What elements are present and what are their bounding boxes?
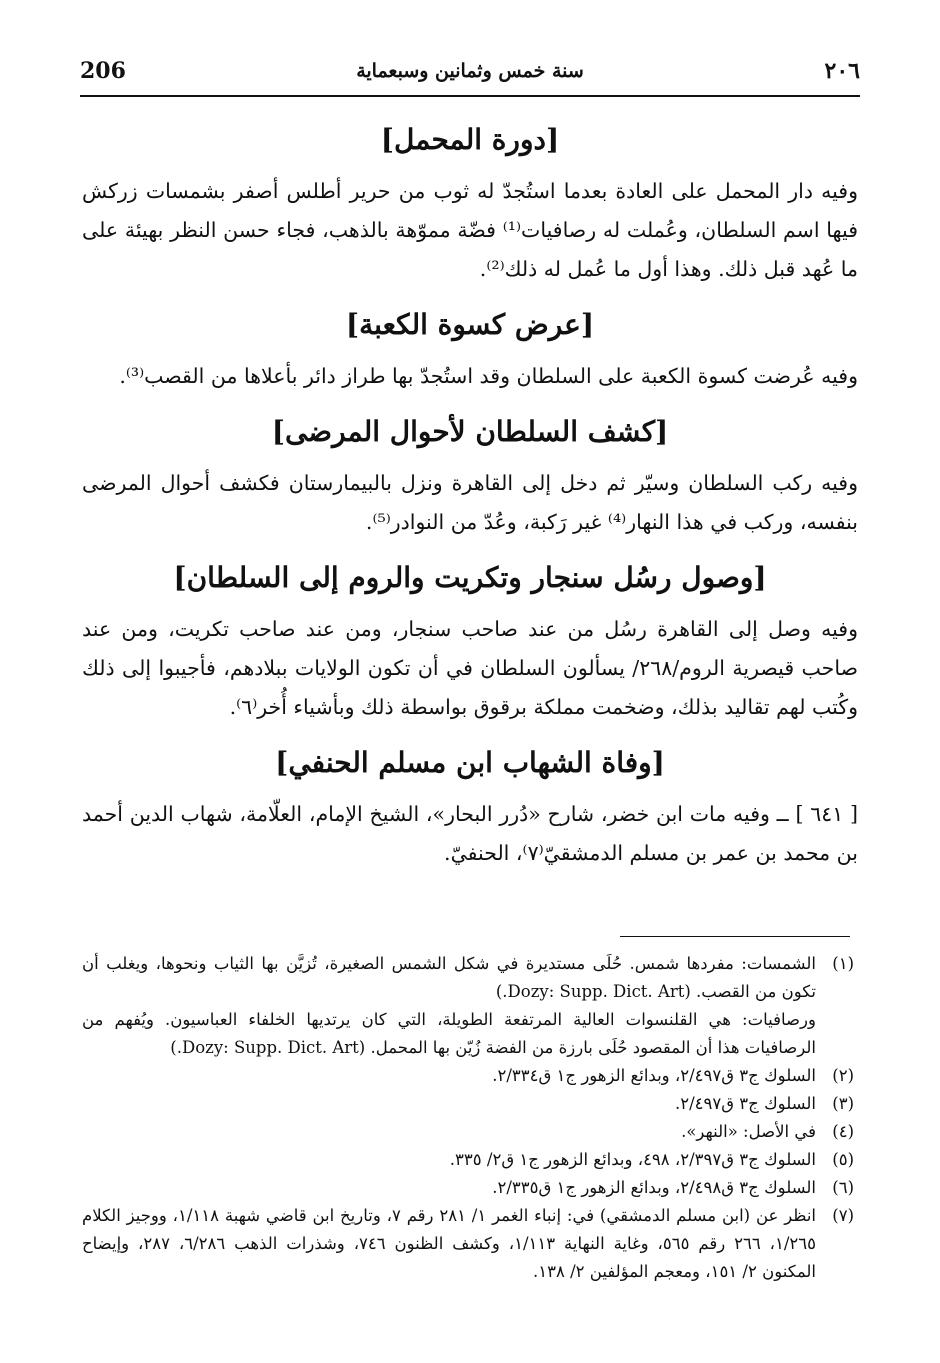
header-rule (80, 95, 860, 97)
section-heading: [وصول رسُل سنجار وتكريت والروم إلى السلطان] (173, 561, 767, 594)
footnote-number: (٤) (832, 1122, 854, 1141)
footnote-number: (٣) (832, 1094, 854, 1113)
footnote-text: السلوك ج٣ ق٢/٣٩٧، ٤٩٨، وبدائع الزهور ج١ ق٢/ ٣٣٥. (449, 1150, 816, 1169)
footnote-text: السلوك ج٣ ق٢/٤٩٧، وبدائع الزهور ج١ ق٢/٣٣٤. (492, 1066, 816, 1085)
footnote (82, 1090, 854, 1118)
footnotes (82, 950, 854, 1286)
page-number-latin: 206 (80, 58, 126, 84)
section-paragraph: وفيه عُرضت كسوة الكعبة على السلطان وقد استُجدّ بها طراز دائر بأعلاها من القصب⁽³⁾. (119, 364, 858, 388)
footnote (82, 1062, 854, 1090)
section-paragraph: وفيه دار المحمل على العادة بعدما استُجدّ له ثوب من حرير أطلس أصفر بشمسات زركش فيها اسم السلطان، وعُملت له رصافيات⁽¹⁾ فضّة مموّهة بالذهب، فجاء حسن النظر بهيئة على ما عُهد قبل ذلك. وهذا أول ما عُمل له ذلك⁽²⁾. (82, 179, 858, 281)
section-heading: [وفاة الشهاب ابن مسلم الحنفي] (275, 746, 665, 779)
section-heading: [دورة المحمل] (380, 123, 560, 156)
footnote (82, 1174, 854, 1202)
footnote-text: في الأصل: «النهر». (681, 1122, 816, 1141)
footnote-number: (٢) (832, 1066, 854, 1085)
section-paragraph: [ ٦٤١ ] ــ وفيه مات ابن خضر، شارح «دُرر البحار»، الشيخ الإمام، العلّامة، شهاب الدين أحمد بن محمد بن عمر بن مسلم الدمشقيّ⁽٧⁾، الحنفيّ. (82, 802, 859, 865)
section-heading: [كشف السلطان لأحوال المرضى] (271, 415, 669, 448)
section-paragraph: وفيه ركب السلطان وسيّر ثم دخل إلى القاهرة ونزل بالبيمارستان فكشف أحوال المرضى بنفسه، وركب في هذا النهار⁽⁴⁾ غير رَكبة، وعُدّ من النوادر⁽⁵⁾. (82, 471, 858, 534)
footnote (82, 1146, 854, 1174)
footnote-number: (٦) (832, 1178, 854, 1197)
section-heading: [عرض كسوة الكعبة] (345, 308, 595, 341)
footnote (82, 950, 854, 1006)
page-number-arabic: ٢٠٦ (824, 58, 860, 84)
footnote-text: السلوك ج٣ ق٢/٤٩٧. (674, 1094, 816, 1113)
footnote-number: (٧) (832, 1206, 854, 1225)
footnote-number: (٥) (832, 1150, 854, 1169)
footnote-text: الشمسات: مفردها شمس. حُلَى مستديرة في شكل الشمس الصغيرة، تُزيَّن بها الثياب ونحوها، ويغلب أن تكون من القصب. (Dozy: Supp. Dict. Art.) (82, 954, 816, 1001)
running-title: سنة خمس وثمانين وسبعماية (356, 60, 584, 82)
footnote-text: السلوك ج٣ ق٢/٤٩٨، وبدائع الزهور ج١ ق٢/٣٣٥. (492, 1178, 816, 1197)
section-paragraph: وفيه وصل إلى القاهرة رسُل من عند صاحب سنجار، ومن عند صاحب تكريت، ومن عند صاحب قيصرية الروم/٢٦٨/ يسألون السلطان في أن تكون الولايات ببلادهم، فأجيبوا إلى ذلك وكُتب لهم تقاليد بذلك، وضخمت مملكة برقوق بواسطة ذلك وبأشياء أُخر⁽٦⁾. (82, 617, 858, 719)
footnote-rule (620, 936, 850, 937)
footnote-number: (١) (832, 954, 854, 973)
footnote-text: انظر عن (ابن مسلم الدمشقي) في: إنباء الغمر ١/ ٢٨١ رقم ٧، وتاريخ ابن قاضي شهبة ١/١١٨، ووجيز الكلام ١/٢٦٥، ٢٦٦ رقم ٥٦٥، وغاية النهاية ١/١١٣، وكشف الظنون ٧٤٦، وشذرات الذهب ٦/٢٨٦، ٢٨٧، وإيضاح المكنون ٢/ ١٥١، ومعجم المؤلفين ٢/ ١٣٨. (82, 1206, 817, 1281)
footnote (82, 1202, 854, 1286)
footnote (82, 1118, 854, 1146)
footnote-continuation: ورصافيات: هي القلنسوات العالية المرتفعة الطويلة، التي كان يرتديها الخلفاء العباسيون. ويُفهم من الرصافيات هذا أن المقصود حُلَى بارزة من الفضة زُيّن بها المحمل. (Dozy: Supp. Dict. Art.) (82, 1010, 816, 1057)
page-header (80, 58, 860, 92)
main-text (82, 118, 858, 887)
